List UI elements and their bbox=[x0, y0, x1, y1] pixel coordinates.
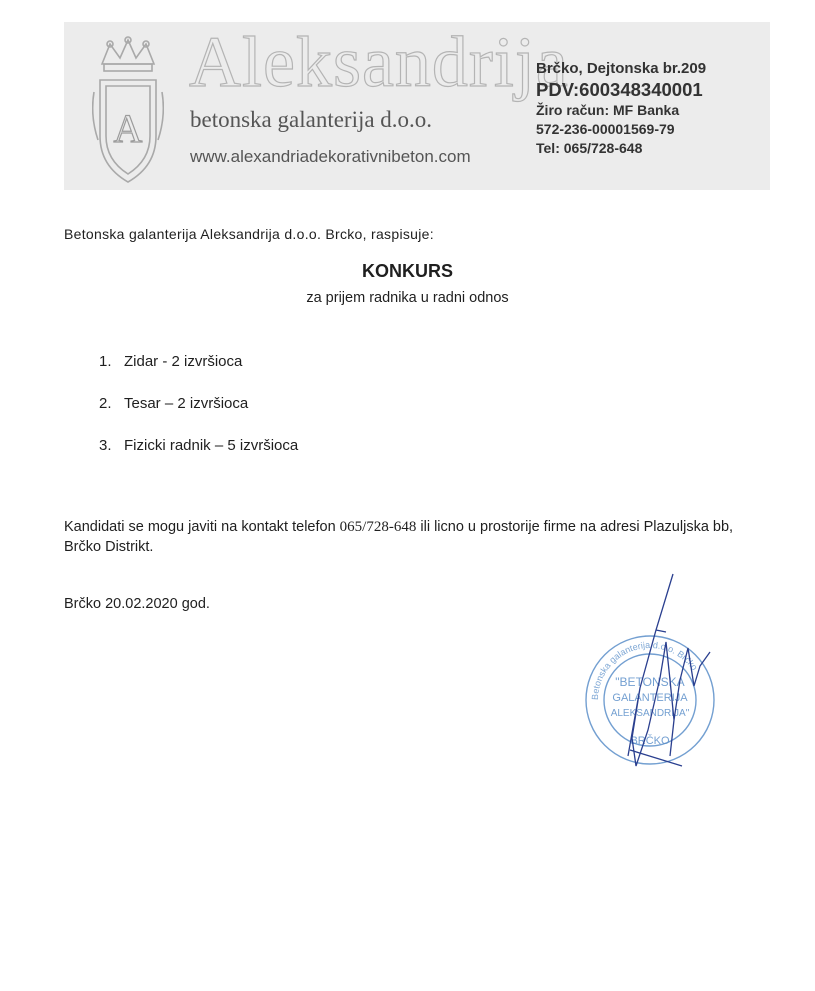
stamp-ring-text: Betonska galanterija d.o.o. Brčko bbox=[589, 639, 700, 701]
stamp-line: ALEKSANDRIJA" bbox=[610, 708, 690, 719]
company-pdv: PDV:600348340001 bbox=[536, 79, 703, 100]
list-item bbox=[99, 437, 298, 479]
stamp-line: GALANTERIJA bbox=[612, 692, 688, 704]
bank-account-number: 572-236-00001569-79 bbox=[536, 121, 675, 137]
document-title: KONKURS bbox=[361, 261, 453, 281]
contact-block bbox=[536, 59, 706, 158]
stamp-bottom-text: BRČKO bbox=[630, 735, 670, 747]
contact-phone: 065/728-648 bbox=[339, 519, 417, 535]
positions-list bbox=[99, 353, 298, 479]
logo-letter: A bbox=[113, 106, 143, 151]
list-item bbox=[99, 353, 298, 395]
list-item-text: Zidar - 2 izvršioca bbox=[124, 353, 243, 370]
company-phone: Tel: 065/728-648 bbox=[536, 140, 643, 156]
list-item-number: 3. bbox=[99, 437, 112, 454]
contact-note-before: Kandidati se mogu javiti na kontakt telefon bbox=[64, 519, 340, 535]
list-item-number: 2. bbox=[99, 395, 112, 412]
crown-shield-logo-icon bbox=[92, 36, 164, 186]
company-website: www.alexandriadekorativnibeton.com bbox=[190, 147, 471, 166]
document-subtitle: za prijem radnika u radni odnos bbox=[306, 290, 509, 306]
company-stamp bbox=[570, 570, 730, 780]
bank-account-label: Žiro račun: MF Banka bbox=[536, 102, 680, 118]
list-item-number: 1. bbox=[99, 353, 112, 370]
intro-text: Betonska galanterija Aleksandrija d.o.o. Brcko, raspisuje: bbox=[64, 226, 434, 242]
letterhead bbox=[64, 22, 770, 190]
company-subtitle: betonska galanterija d.o.o. bbox=[190, 107, 433, 132]
contact-note bbox=[64, 517, 764, 557]
company-address: Brčko, Dejtonska br.209 bbox=[536, 60, 707, 77]
list-item-text: Fizicki radnik – 5 izvršioca bbox=[124, 437, 299, 454]
contact-note-after: ili licno u prostorije firme na adresi Plazuljska bb, Brčko Distrikt. bbox=[64, 519, 734, 555]
company-name: Aleksandrija bbox=[189, 22, 569, 102]
list-item-text: Tesar – 2 izvršioca bbox=[124, 395, 249, 412]
stamp-line: "BETONSKA bbox=[615, 675, 685, 689]
date-line: Brčko 20.02.2020 god. bbox=[64, 596, 210, 612]
list-item bbox=[99, 395, 298, 437]
